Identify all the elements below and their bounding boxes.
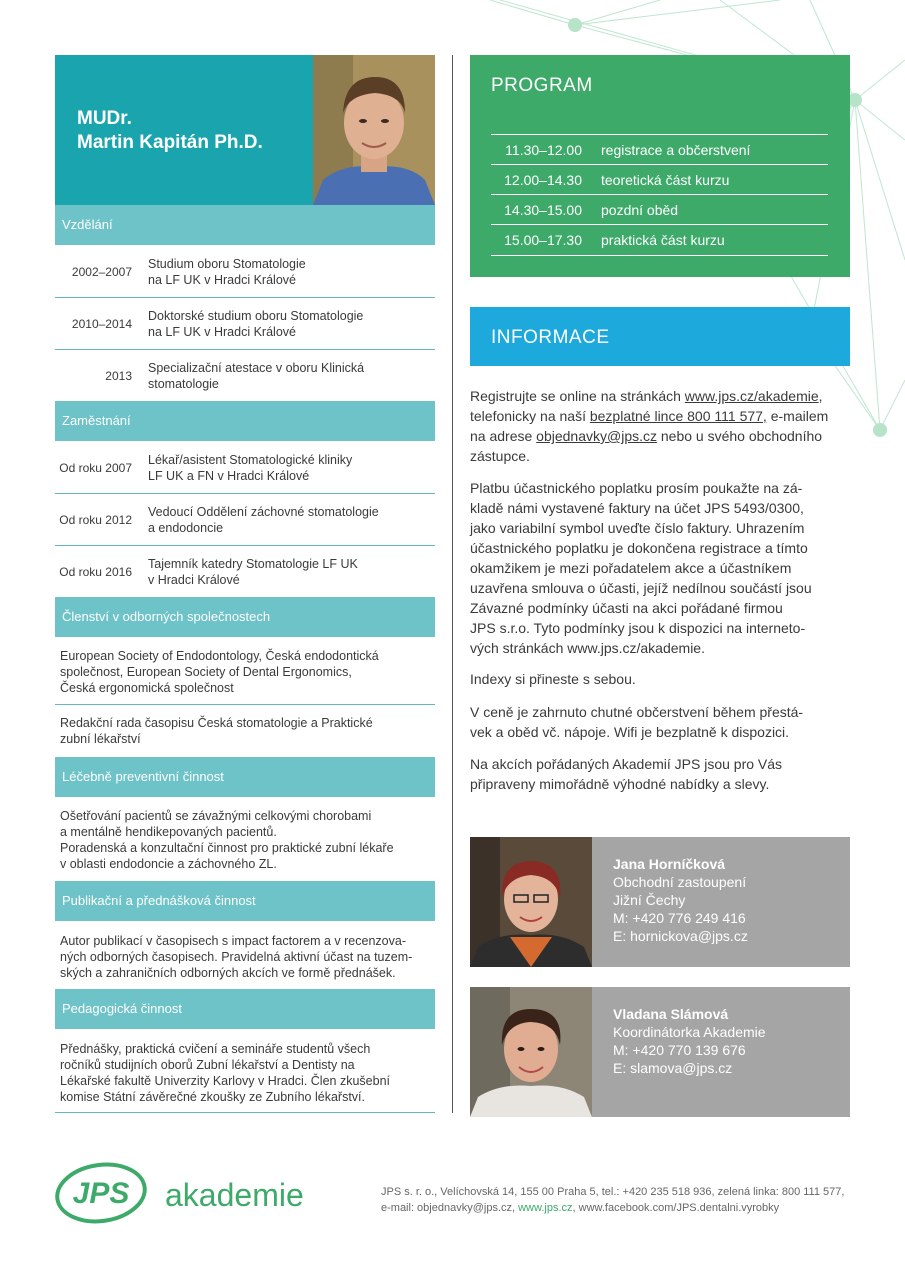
contact-details: Jana Horníčková Obchodní zastoupení Jižní Čechy M: +420 776 249 416 E: hornickova@jps.cz xyxy=(613,856,748,944)
akademie-link[interactable]: www.jps.cz/akademie xyxy=(684,388,819,404)
free-line-link[interactable]: bezplatné lince 800 111 577, xyxy=(589,408,767,424)
section-education-title: Vzdělání xyxy=(55,205,435,245)
employment-row: Od roku 2007 Lékař/asistent Stomatologické kliniky LF UK a FN v Hradci Králové xyxy=(55,441,435,494)
contact-name: Vladana Slámová xyxy=(613,1006,729,1022)
contact-photo xyxy=(470,837,592,967)
logo-jps-text: JPS xyxy=(72,1177,130,1210)
doctor-header xyxy=(55,55,313,205)
program-row: 15.00–17.30 praktická část kurzu xyxy=(491,224,828,256)
info-paragraph-offers: Na akcích pořádaných Akademií JPS jsou pro Vás připraveny mimořádně výhodné nabídky a slevy. xyxy=(470,756,783,792)
contact-details: Vladana Slámová Koordinátorka Akademie M: +420 770 139 676 E: slamova@jps.cz xyxy=(613,1006,766,1076)
doctor-name: MUDr. Martin Kapitán Ph.D. xyxy=(77,108,263,153)
employment-row: Od roku 2012 Vedoucí Oddělení záchovné stomatologie a endodoncie xyxy=(55,493,435,546)
info-box xyxy=(470,307,850,366)
membership-text: Redakční rada časopisu Česká stomatologie a Praktické zubní lékařství xyxy=(60,716,373,746)
info-paragraph-payment: Platbu účastnického poplatku prosím poukažte na zá- kladě námi vystavené faktury na účet JPS 5493/0300, jako variabilní symbol uveďte číslo faktury. Uhrazením účastnického poplatku je dokončena registrace a tímto okamžikem je mezi pořadatelem akce a účastníkem uzavřena smlouva o účasti, jejíž nedílnou součástí jsou Závazné podmínky účasti na akci pořádané firmou JPS s.r.o. Tyto podmínky jsou k dispozici na interneto- vých stránkách www.jps.cz/akademie. xyxy=(470,480,812,656)
jps-akademie-logo xyxy=(55,1162,355,1224)
email-link[interactable]: objednavky@jps.cz xyxy=(536,428,657,444)
membership-text: European Society of Endodontology, Česká endodontická společnost, European Society of Dental Ergonomics, Česká ergonomická společnost xyxy=(55,637,435,705)
contact-email[interactable]: E: hornickova@jps.cz xyxy=(613,928,748,944)
employment-row: Od roku 2016 Tajemník katedry Stomatologie LF UK v Hradci Králové xyxy=(59,557,358,587)
program-row: 14.30–15.00 pozdní oběd xyxy=(491,194,828,225)
section-teaching-title: Pedagogická činnost xyxy=(55,989,435,1029)
section-publications-title: Publikační a přednášková činnost xyxy=(55,881,435,921)
education-row: 2013 Specializační atestace v oboru Klinická stomatologie xyxy=(105,361,365,391)
section-preventive-title: Léčebně preventivní činnost xyxy=(55,757,435,797)
section-membership-title: Členství v odborných společnostech xyxy=(55,597,435,637)
program-title: PROGRAM xyxy=(491,75,593,96)
info-paragraph-index: Indexy si přineste s sebou. xyxy=(470,671,636,687)
contact-card xyxy=(470,837,850,967)
program-row: 11.30–12.00 registrace a občerstvení xyxy=(491,134,828,165)
contact-email[interactable]: E: slamova@jps.cz xyxy=(613,1060,733,1076)
contact-name: Jana Horníčková xyxy=(613,856,726,872)
education-row: 2002–2007 Studium oboru Stomatologie na LF UK v Hradci Králové xyxy=(55,245,435,298)
footer-web-link[interactable]: www.jps.cz xyxy=(518,1202,573,1214)
logo-akademie-text: akademie xyxy=(165,1177,304,1213)
publications-text: Autor publikací v časopisech s impact factorem a v recenzova- ných odborných časopisech. Pravidelná aktivní účast na tuzem- ských a zahraničních odborných akcích ve formě přednášek. xyxy=(60,934,413,980)
program-row: 12.00–14.30 teoretická část kurzu xyxy=(491,164,828,195)
info-paragraph-refreshment: V ceně je zahrnuto chutné občerstvení během přestá- vek a oběd vč. nápoje. Wifi je bezplatně k dispozici. xyxy=(470,704,804,740)
contact-card xyxy=(470,987,850,1117)
contact-photo xyxy=(470,987,592,1117)
section-employment-title: Zaměstnání xyxy=(55,401,435,441)
teaching-text: Přednášky, praktická cvičení a semináře studentů všech ročníků studijních oborů Zubní lékařství a Dentisty na Lékařské fakultě Univerzity Karlovy v Hradci. Člen zkušební komise Státní závěrečné zkoušky ze Zubního lékařství. xyxy=(55,1029,435,1113)
footer-address: JPS s. r. o., Velíchovská 14, 155 00 Praha 5, tel.: +420 235 518 936, zelená linka: 800 111 577, e-mail: objednavky@jps.cz, www.jps.cz, www.facebook.com/JPS.dentalni.vyrobky xyxy=(381,1186,845,1214)
column-divider xyxy=(452,55,453,1113)
info-title: INFORMACE xyxy=(491,327,610,348)
doctor-photo xyxy=(313,55,435,205)
jps-logo-icon xyxy=(55,1162,355,1224)
education-row: 2010–2014 Doktorské studium oboru Stomatologie na LF UK v Hradci Králové xyxy=(55,297,435,350)
program-box xyxy=(470,55,850,277)
preventive-text: Ošetřování pacientů se závažnými celkovými chorobami a mentálně hendikepovaných pacientů. Poradenská a konzultační činnost pro praktické zubní lékaře v oblasti endodoncie a záchovného ZL. xyxy=(60,809,394,871)
info-paragraph-registration: Registrujte se online na stránkách www.jps.cz/akademie, telefonicky na naší bezplatné lince 800 111 577, e-mailem na adrese objednavky@jps.cz nebo u svého obchodního zástupce. xyxy=(470,388,829,464)
